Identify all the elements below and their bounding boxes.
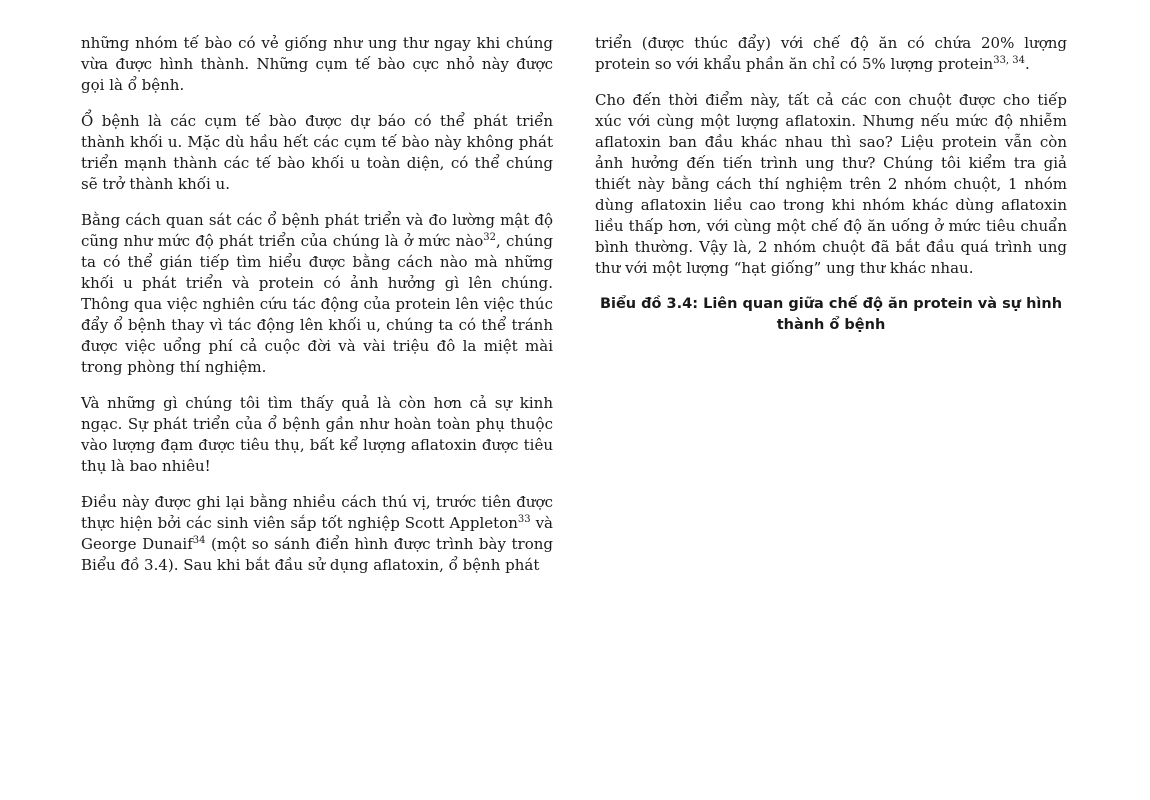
paragraph <box>81 492 553 576</box>
citation-ref: 32 <box>483 232 497 243</box>
paragraph: Cho đến thời điểm này, tất cả các con chuột được cho tiếp xúc với cùng một lượng aflatoxin. Nhưng nếu mức độ nhiễm aflatoxin ban đầu khác nhau thì sao? Liệu protein vẫn còn ảnh hưởng đến tiến trình ung thư? Chúng tôi kiểm tra giả thiết này bằng cách thí nghiệm trên 2 nhóm chuột, 1 nhóm dùng aflatoxin liều cao trong khi nhóm khác dùng aflatoxin liều thấp hơn, với cùng một chế độ ăn uống ở mức tiêu chuẩn bình thường. Vậy là, 2 nhóm chuột đã bắt đầu quá trình ung thư với một lượng “hạt giống” ung thư khác nhau. <box>595 91 1067 277</box>
paragraph-text: Bằng cách quan sát các ổ bệnh phát triển và đo lường mật độ cũng như mức độ phát triển của chúng là ở mức nào <box>81 211 553 250</box>
paragraph: Ổ bệnh là các cụm tế bào được dự báo có thể phát triển thành khối u. Mặc dù hầu hết các cụm tế bào này không phát triển mạnh thành các tế bào khối u toàn diện, có thể chúng sẽ trở thành khối u. <box>81 112 553 193</box>
citation-ref: 33, 34 <box>993 55 1026 66</box>
figure-caption: Biểu đồ 3.4: Liên quan giữa chế độ ăn protein và sự hình thành ổ bệnh <box>599 296 1063 333</box>
paragraph-text: . <box>1025 55 1030 73</box>
citation-ref: 34 <box>192 535 206 546</box>
paragraph-text: Điều này được ghi lại bằng nhiều cách thú vị, trước tiên được thực hiện bởi các sinh viên sắp tốt nghiệp Scott Appleton <box>81 493 553 532</box>
paragraph <box>595 33 1067 75</box>
paragraph-text: (một so sánh điển hình được trình bày trong Biểu đồ 3.4). Sau khi bắt đầu sử dụng aflatoxin, ổ bệnh phát <box>81 535 553 574</box>
paragraph: Và những gì chúng tôi tìm thấy quả là còn hơn cả sự kinh ngạc. Sự phát triển của ổ bệnh gần như hoàn toàn phụ thuộc vào lượng đạm được tiêu thụ, bất kể lượng aflatoxin được tiêu thụ là bao nhiêu! <box>81 394 553 475</box>
paragraph: những nhóm tế bào có vẻ giống như ung thư ngay khi chúng vừa được hình thành. Những cụm tế bào cực nhỏ này được gọi là ổ bệnh. <box>81 34 553 94</box>
paragraph <box>81 210 553 378</box>
left-column <box>81 33 553 591</box>
citation-ref: 33 <box>517 514 531 525</box>
paragraph-text: và George Dunaif <box>81 514 553 553</box>
right-column <box>595 33 1067 336</box>
paragraph-text: , chúng ta có thể gián tiếp tìm hiểu được bằng cách nào mà những khối u phát triển và protein có ảnh hưởng gì lên chúng. Thông qua việc nghiên cứu tác động của protein lên việc thúc đẩy ổ bệnh thay vì tác động lên khối u, chúng ta có thể tránh được việc uổng phí cả cuộc đời và vài triệu đô la miệt mài trong phòng thí nghiệm. <box>81 232 553 376</box>
paragraph-text: triển (được thúc đẩy) với chế độ ăn có chứa 20% lượng protein so với khẩu phần ăn chỉ có 5% lượng protein <box>595 34 1067 73</box>
